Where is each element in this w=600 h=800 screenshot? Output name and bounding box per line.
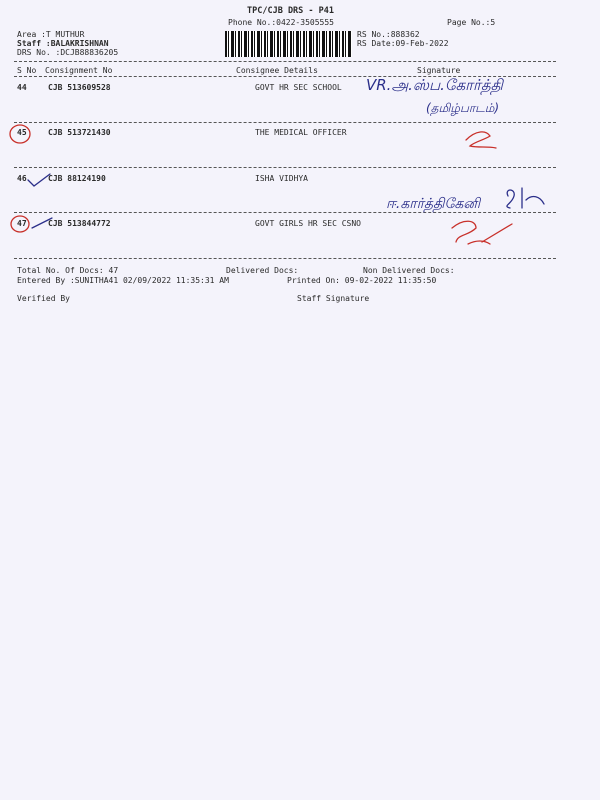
column-header-consignee: Consignee Details (236, 66, 318, 75)
signature-row-44-note: (தமிழ்பாடம்) (426, 101, 500, 115)
area-label: Area :T MUTHUR (17, 30, 85, 39)
divider (14, 122, 556, 123)
phone-number: Phone No.:0422-3505555 (228, 18, 334, 27)
column-header-consignment: Consignment No (45, 66, 113, 75)
divider (14, 61, 556, 62)
signature-row-46 (384, 184, 560, 218)
entered-by: Entered By :SUNITHA41 02/09/2022 11:35:31 AM (17, 276, 229, 285)
row-consignee: GOVT GIRLS HR SEC CSNO (255, 219, 361, 228)
check-mark-46 (26, 172, 52, 188)
circle-mark-47 (8, 214, 56, 236)
total-docs: Total No. Of Docs: 47 (17, 266, 119, 275)
row-sno: 46 (17, 174, 27, 183)
row-sno: 44 (17, 83, 27, 92)
non-delivered-docs: Non Delivered Docs: (363, 266, 455, 275)
printed-on: Printed On: 09-02-2022 11:35:50 (287, 276, 437, 285)
signature-row-46-text: ஈ.கார்த்திகேனி (386, 196, 481, 212)
rs-number: RS No.:888362 (357, 30, 420, 39)
row-consignment-number: CJB 88124190 (48, 174, 106, 183)
column-header-sno: S No (17, 66, 37, 75)
signature-row-44-text: VR.அ.ஸ்ப.கோர்த்தி (366, 76, 503, 94)
row-sno: 45 (17, 128, 27, 137)
document-title: TPC/CJB DRS - P41 (247, 6, 334, 16)
row-consignee: THE MEDICAL OFFICER (255, 128, 347, 137)
row-consignee: GOVT HR SEC SCHOOL (255, 83, 342, 92)
delivered-docs: Delivered Docs: (226, 266, 299, 275)
row-consignee: ISHA VIDHYA (255, 174, 308, 183)
row-consignment-number: CJB 513844772 (48, 219, 111, 228)
staff-label: Staff :BALAKRISHNAN (17, 39, 109, 48)
circle-mark-45 (8, 123, 34, 145)
staff-signature-label: Staff Signature (297, 294, 370, 303)
signature-row-44 (362, 70, 562, 118)
row-consignment-number: CJB 513609528 (48, 83, 111, 92)
verified-by: Verified By (17, 294, 70, 303)
divider (14, 167, 556, 168)
signature-row-47 (446, 214, 518, 256)
divider (14, 258, 556, 259)
page-number: Page No.:5 (447, 18, 496, 27)
rs-date: RS Date:09-Feb-2022 (357, 39, 449, 48)
barcode (225, 31, 352, 57)
drs-number: DRS No. :DCJB88836205 (17, 48, 119, 57)
signature-row-45 (462, 128, 502, 154)
row-consignment-number: CJB 513721430 (48, 128, 111, 137)
row-sno: 47 (17, 219, 27, 228)
column-header-signature: Signature (417, 66, 461, 75)
